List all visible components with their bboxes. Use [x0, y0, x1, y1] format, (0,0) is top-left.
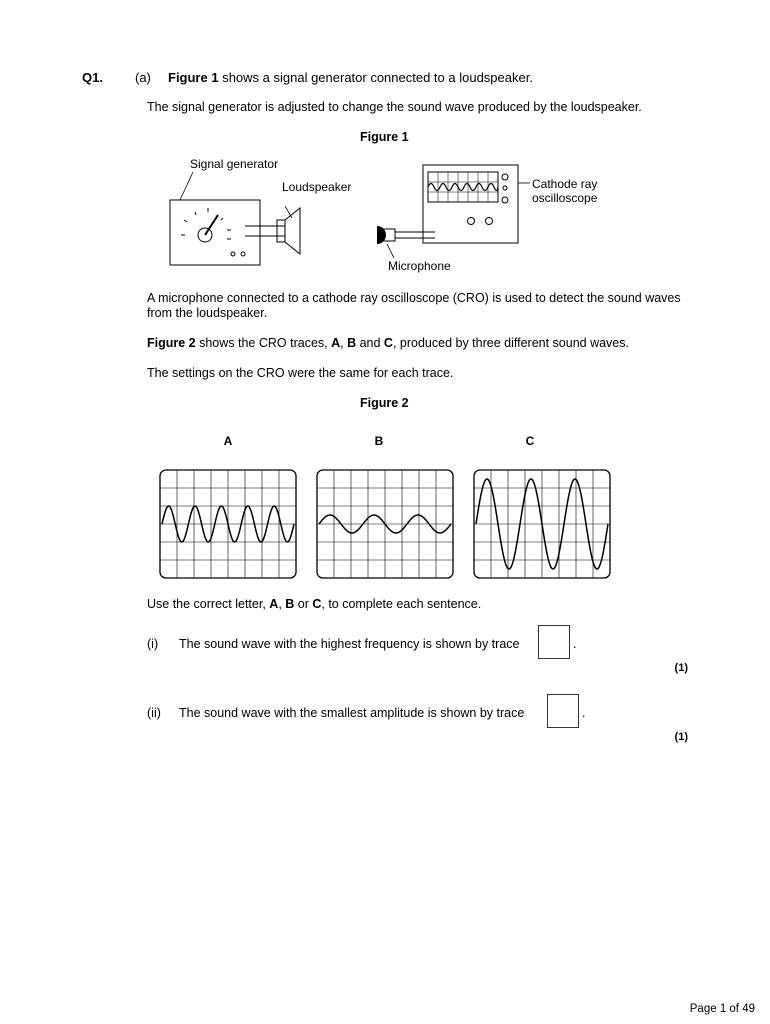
p3-bold-3: B — [347, 336, 357, 350]
instruction — [147, 597, 687, 612]
item-ii-text: The sound wave with the smallest amplitude is shown by trace — [179, 706, 525, 720]
trace-label-a: A — [223, 434, 233, 448]
ins-text-2: , — [278, 597, 286, 611]
cro-screen-b — [317, 470, 453, 578]
question-part: (a) — [135, 70, 151, 85]
p3-bold-4: C — [383, 336, 393, 350]
answer-box-ii[interactable] — [547, 694, 579, 728]
item-ii-number: (ii) — [147, 706, 161, 720]
p3-text-3: and — [356, 336, 384, 350]
label-microphone: Microphone — [388, 259, 451, 273]
intro-rest: shows a signal generator connected to a loudspeaker. — [218, 70, 533, 85]
figure2-diagram — [150, 425, 620, 585]
ins-bold-2: B — [285, 597, 295, 611]
figure1-title: Figure 1 — [360, 130, 409, 144]
ins-bold-3: C — [312, 597, 322, 611]
label-loudspeaker: Loudspeaker — [282, 180, 352, 194]
figure2-title: Figure 2 — [360, 396, 409, 410]
mark-i: (1) — [674, 662, 688, 674]
ins-bold-1: A — [269, 597, 279, 611]
item-i-text: The sound wave with the highest frequency is shown by trace — [179, 637, 520, 651]
p3-bold-1: Figure 2 — [147, 336, 196, 350]
label-signal-generator: Signal generator — [190, 157, 279, 171]
answer-box-i[interactable] — [538, 625, 570, 659]
paragraph-3 — [147, 336, 687, 351]
paragraph-4: The settings on the CRO were the same for each trace. — [147, 366, 454, 380]
signal-generator-box — [170, 200, 260, 265]
loudspeaker-icon — [277, 220, 285, 242]
label-cro-line2: oscilloscope — [532, 191, 598, 205]
question-intro — [168, 70, 533, 85]
ins-text-4: , to complete each sentence. — [321, 597, 482, 611]
trace-label-c: C — [525, 434, 535, 448]
p3-text-1: shows the CRO traces, — [195, 336, 332, 350]
cro-screen-c — [474, 470, 610, 578]
p3-text-4: , produced by three different sound waves. — [392, 336, 629, 350]
label-cro-line1: Cathode ray — [532, 177, 598, 191]
item-ii-end: . — [582, 706, 586, 720]
ins-text-1: Use the correct letter, — [147, 597, 270, 611]
intro-bold: Figure 1 — [168, 70, 219, 85]
question-number: Q1. — [82, 70, 103, 85]
trace-label-b: B — [374, 434, 384, 448]
paragraph-1: The signal generator is adjusted to change the sound wave produced by the loudspeaker. — [147, 100, 642, 114]
mark-ii: (1) — [674, 731, 688, 743]
p3-bold-2: A — [331, 336, 341, 350]
p3-text-2: , — [340, 336, 348, 350]
cro-box — [423, 165, 518, 243]
cro-screen-a — [160, 470, 296, 578]
figure1-diagram — [165, 150, 625, 275]
item-i-end: . — [573, 637, 577, 651]
page-footer: Page 1 of 49 — [689, 1003, 755, 1015]
item-i-number: (i) — [147, 637, 159, 651]
ins-text-3: or — [294, 597, 313, 611]
paragraph-2: A microphone connected to a cathode ray oscilloscope (CRO) is used to detect the sound waves from the loudspeaker. — [147, 291, 681, 320]
